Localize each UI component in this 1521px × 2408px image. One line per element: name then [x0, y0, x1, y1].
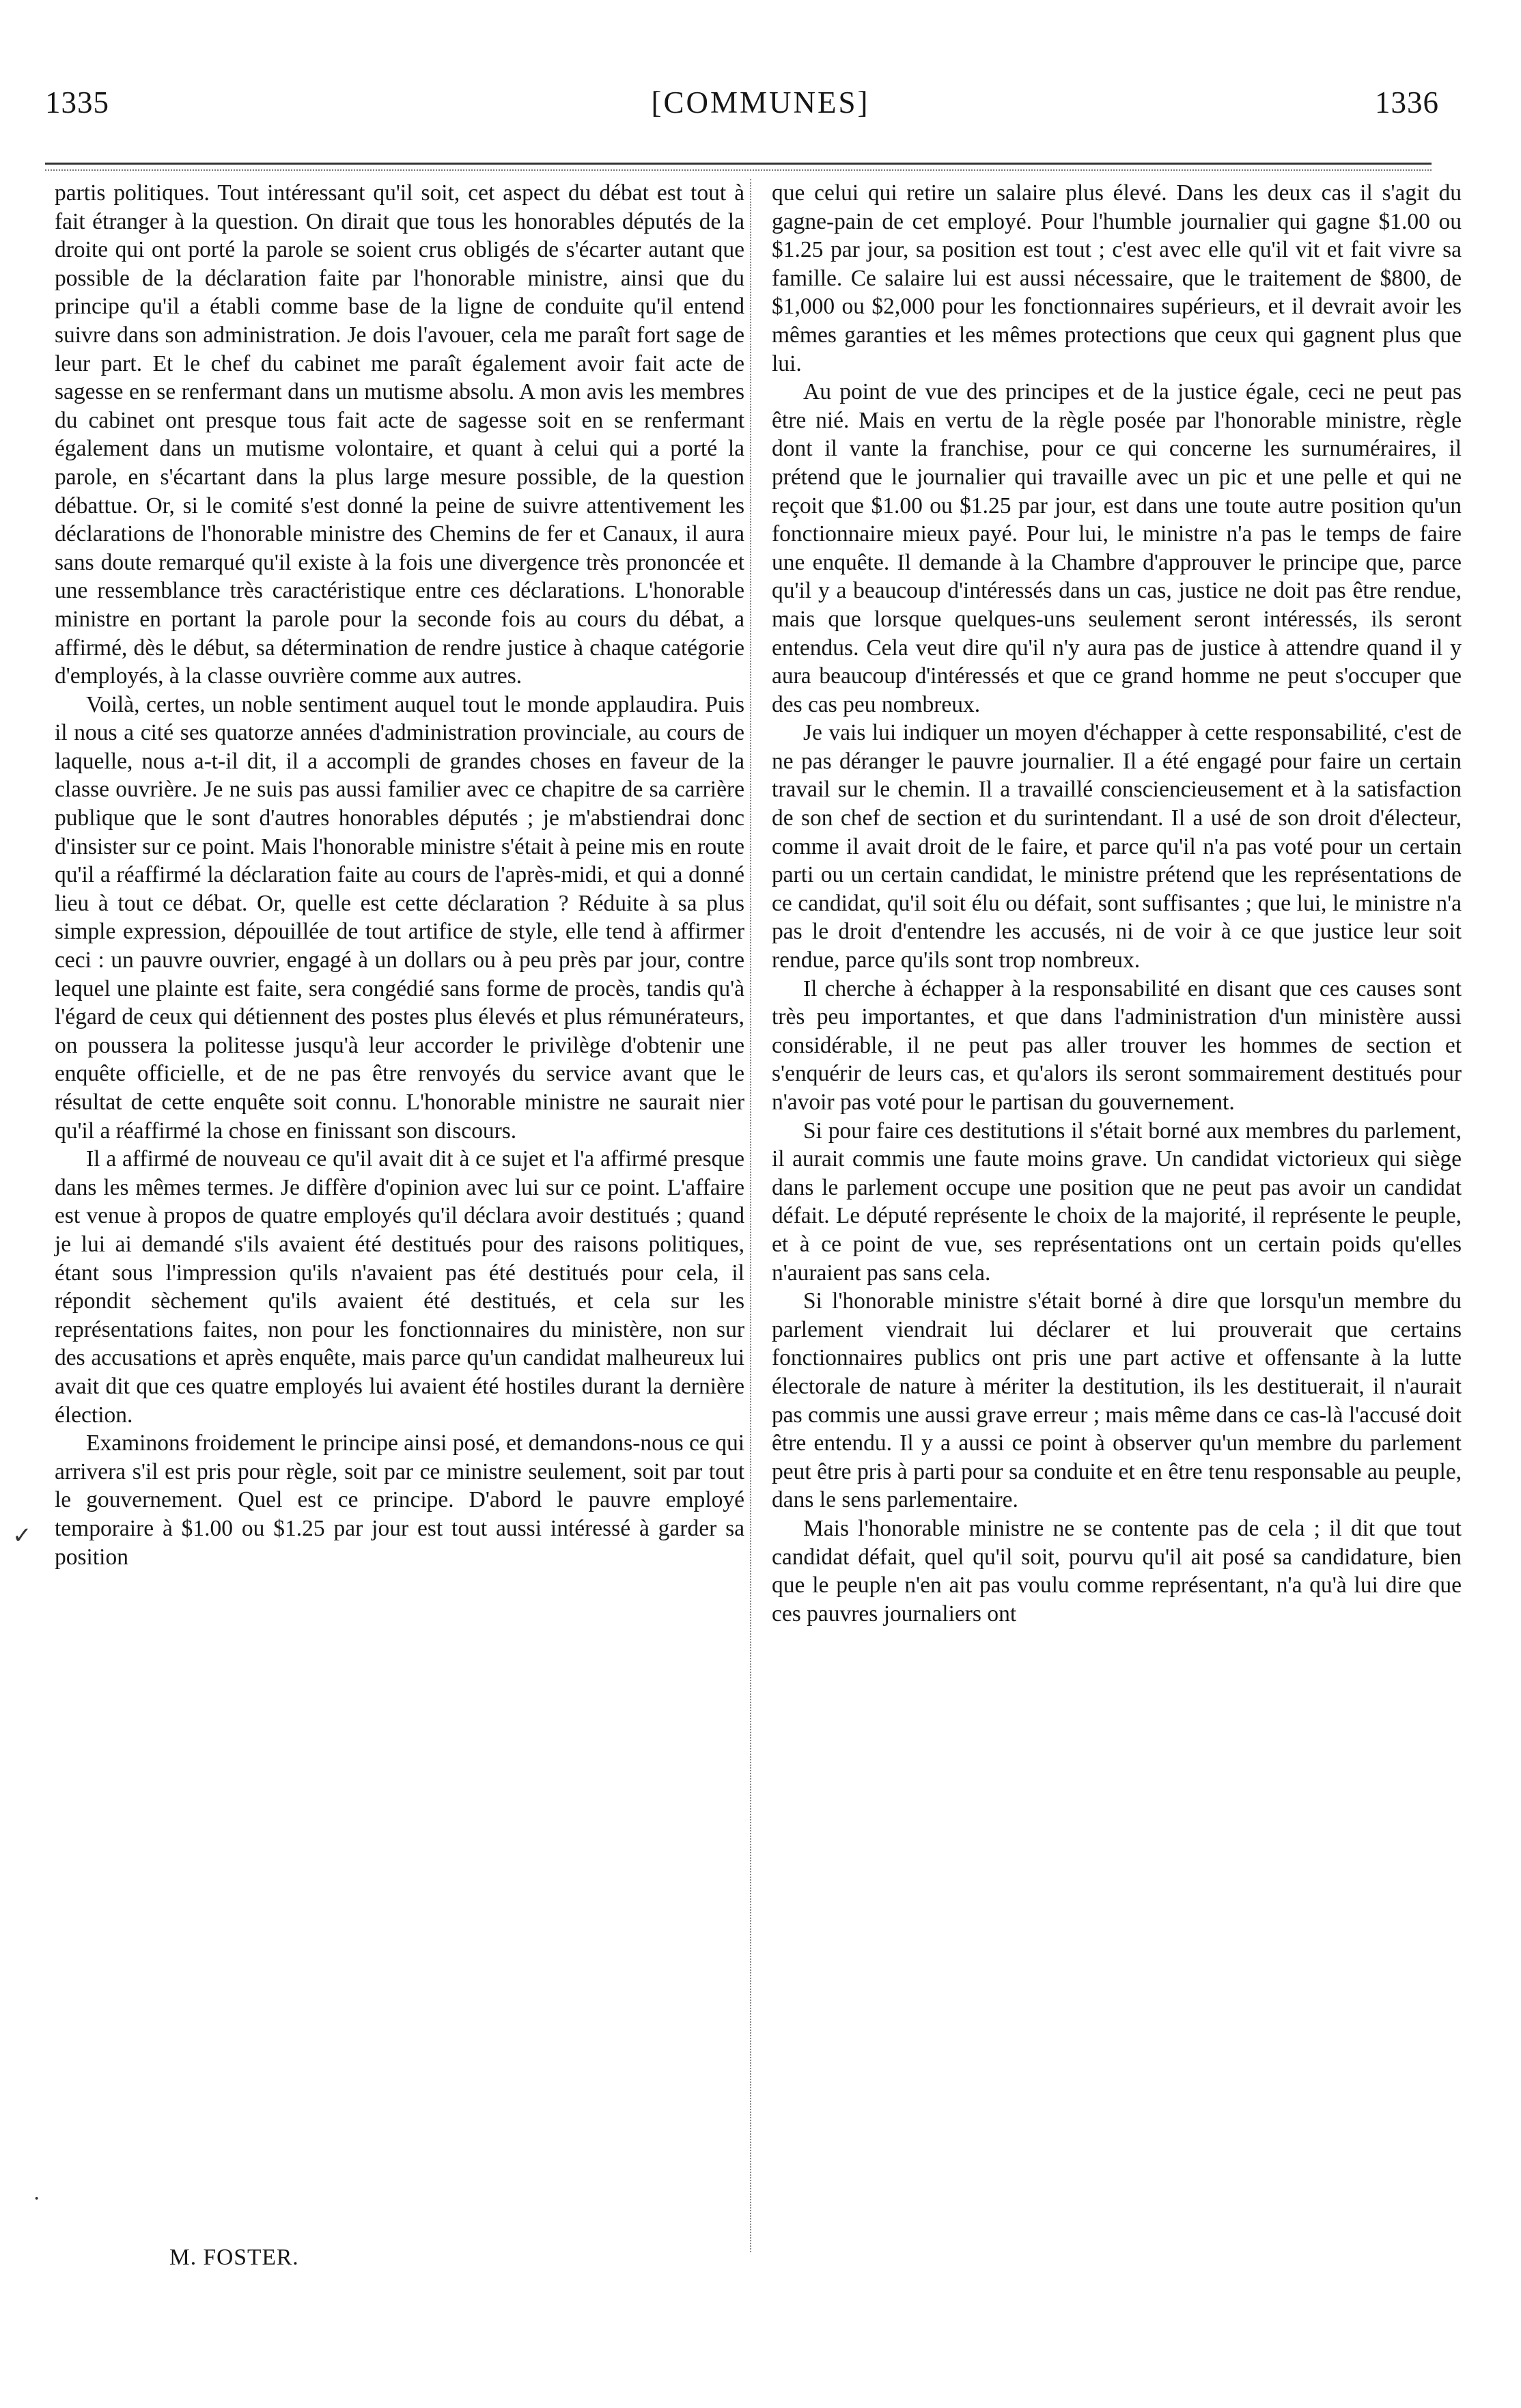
- column-divider: [750, 179, 751, 2252]
- paragraph: Il a affirmé de nouveau ce qu'il avait dit à ce sujet et l'a affirmé presque dans les mêmes termes. Je diffère d'opinion avec lui sur ce point. L'affaire est venue à propos de quatre employés qu'il déclara avoir destitués ; quand je lui ai demandé s'ils avaient été destitués pour des raisons politiques, étant sous l'impression qu'ils n'avaient pas été destitués pour cela, il répondit sèchement qu'ils avaient été destitués, et cela sur les représentations faites, non pour les fonctionnaires du ministère, non sur des accusations et après enquête, mais parce qu'un candidat malheureux lui avait dit que ces quatre employés lui avaient été hostiles durant la dernière élection.: [55, 1146, 744, 1428]
- left-column: [55, 179, 744, 1571]
- paragraph: partis politiques. Tout intéressant qu'il soit, cet aspect du débat est tout à fait étranger à la question. On dirait que tous les honorables députés de la droite qui ont porté la parole se soient crus obligés de s'écarter autant que possible de la déclaration faite par l'honorable ministre, ainsi que du principe qu'il a établi comme base de la ligne de conduite qu'il entend suivre dans son administration. Je dois l'avouer, cela me paraît fort sage de leur part. Et le chef du cabinet me paraît également avoir fait acte de sagesse en se renfermant dans un mutisme absolu. A mon avis les membres du cabinet ont presque tous fait acte de sagesse soit en se renfermant également dans un mutisme volontaire, et quant à celui qui a porté la parole, en s'écartant dans la plus large mesure possible, de la question débattue. Or, si le comité s'est donné la peine de suivre attentivement les déclarations de l'honorable ministre des Chemins de fer et Canaux, il aura sans doute remarqué qu'il existe à la fois une divergence très prononcée et une ressemblance très caractéristique entre ces déclarations. L'honorable ministre en portant la parole pour la seconde fois au cours du débat, a affirmé, dès le début, sa détermination de rendre justice à chaque catégorie d'employés, à la classe ouvrière comme aux autres.: [55, 180, 744, 689]
- paragraph: que celui qui retire un salaire plus élevé. Dans les deux cas il s'agit du gagne-pain de cet employé. Pour l'humble journalier qui gagne $1.00 ou $1.25 par jour, sa position est tout ; c'est avec elle qu'il vit et fait vivre sa famille. Ce salaire lui est aussi nécessaire, que le traitement de $800, de $1,000 ou $2,000 pour les fonctionnaires supérieurs, et il devrait avoir les mêmes garanties et les mêmes protections que ceux qui gagnent plus que lui.: [772, 180, 1462, 376]
- paragraph: Si l'honorable ministre s'était borné à dire que lorsqu'un membre du parlement viendrait lui déclarer et lui prouverait que certains fonctionnaires publics ont pris une part active et offensante à la lutte électorale de nature à mériter la destitution, ils les destituerait, il n'aurait pas commis une aussi grave erreur ; mais même dans ce cas-là l'accusé doit être entendu. Il y a aussi ce point à observer qu'un membre du parlement peut être pris à parti pour sa conduite et en être tenu responsable au peuple, dans le sens parlementaire.: [772, 1288, 1462, 1513]
- margin-dot-mark: ·: [33, 2186, 41, 2211]
- margin-check-mark: ✓: [12, 1523, 32, 1549]
- paragraph: Mais l'honorable ministre ne se contente pas de cela ; il dit que tout candidat défait, quel qu'il soit, pourvu qu'il ait posé sa candidature, bien que le peuple n'en ait pas voulu comme représentant, n'a qu'à lui dire que ces pauvres journaliers ont: [772, 1515, 1462, 1627]
- page-number-left: 1335: [45, 85, 109, 120]
- page-number-right: 1336: [1375, 85, 1439, 120]
- paragraph: Au point de vue des principes et de la justice égale, ceci ne peut pas être nié. Mais en vertu de la règle posée par l'honorable ministre, règle dont il vante la franchise, pour ce qui concerne les surnuméraires, il prétend que le journalier qui travaille avec un pic et une pelle et qui ne reçoit que $1.00 ou $1.25 par jour, est dans une toute autre position qu'un fonctionnaire mieux payé. Pour lui, le ministre n'a pas le temps de faire une enquête. Il demande à la Chambre d'approuver le principe que, parce qu'il y a beaucoup d'intéressés dans un cas, justice ne doit pas être rendue, mais que lorsque quelques-uns seulement seront intéressés, ils seront entendus. Cela veut dire qu'il n'y aura pas de justice à attendre quand il y aura beaucoup d'intéressés et que ce grand homme ne peut s'occuper que des cas peu nombreux.: [772, 379, 1462, 717]
- running-title: [COMMUNES]: [651, 85, 870, 120]
- paragraph: Je vais lui indiquer un moyen d'échapper à cette responsabilité, c'est de ne pas déranger le pauvre journalier. Il a été engagé pour faire un certain travail sur le chemin. Il a travaillé consciencieusement et à la satisfaction de son chef de section et du surintendant. Il a usé de son droit d'électeur, comme il avait droit de le faire, et parce qu'il n'a pas voté pour un certain parti ou un certain candidat, le ministre prétend que les représentations de ce candidat, qu'il soit élu ou défait, sont suffisantes ; que lui, le ministre n'a pas le droit d'entendre les accusés, ni de voir à ce que justice leur soit rendue, parce qu'ils sont trop nombreux.: [772, 720, 1462, 973]
- speaker-name: M. FOSTER.: [169, 2245, 299, 2270]
- right-column: [772, 179, 1462, 1628]
- paragraph: Il cherche à échapper à la responsabilité en disant que ces causes sont très peu importantes, et que dans l'administration d'un ministère aussi considérable, il ne peut pas aller trouver les hommes de section et s'enquérir de leurs cas, et qu'alors ils seront sommairement destitués pour n'avoir pas voté pour le partisan du gouvernement.: [772, 975, 1462, 1115]
- header-rule: [45, 163, 1432, 165]
- paragraph: Voilà, certes, un noble sentiment auquel tout le monde applaudira. Puis il nous a cité ses quatorze années d'administration provinciale, au cours de laquelle, nous a-t-il dit, il a accompli de grandes choses en faveur de la classe ouvrière. Je ne suis pas aussi familier avec ce chapitre de sa carrière publique que le sont d'autres honorables députés ; je m'abstiendrai donc d'insister sur ce point. Mais l'honorable ministre s'était à peine mis en route qu'il a réaffirmé la déclaration faite au cours de l'après-midi, et qui a donné lieu à tout ce débat. Or, quelle est cette déclaration ? Réduite à sa plus simple expression, dépouillée de tout artifice de style, elle tend à affirmer ceci : un pauvre ouvrier, engagé à un dollars ou à peu près par jour, contre lequel une plainte est faite, sera congédié sans forme de procès, tandis qu'à l'égard de ceux qui détiennent des postes plus élevés et plus rémunérateurs, on poussera la politesse jusqu'à leur accorder le privilège d'obtenir une enquête officielle, et de ne pas être renvoyés du service avant que le résultat de cette enquête soit connu. L'honorable ministre ne saurait nier qu'il a réaffirmé la chose en finissant son discours.: [55, 691, 744, 1144]
- paragraph: Examinons froidement le principe ainsi posé, et demandons-nous ce qui arrivera s'il est pris pour règle, soit par ce ministre seulement, soit par tout le gouvernement. Quel est ce principe. D'abord le pauvre employé temporaire à $1.00 ou $1.25 par jour est tout aussi intéressé à garder sa position: [55, 1430, 744, 1570]
- header-rule-dotted: [45, 169, 1432, 171]
- paragraph: Si pour faire ces destitutions il s'était borné aux membres du parlement, il aurait commis une faute moins grave. Un candidat victorieux qui siège dans le parlement occupe une position que ne peut pas avoir un candidat défait. Le député représente le choix de la majorité, il représente le peuple, et à ce point de vue, ses représentations ont un certain poids qu'elles n'auraient pas sans cela.: [772, 1118, 1462, 1286]
